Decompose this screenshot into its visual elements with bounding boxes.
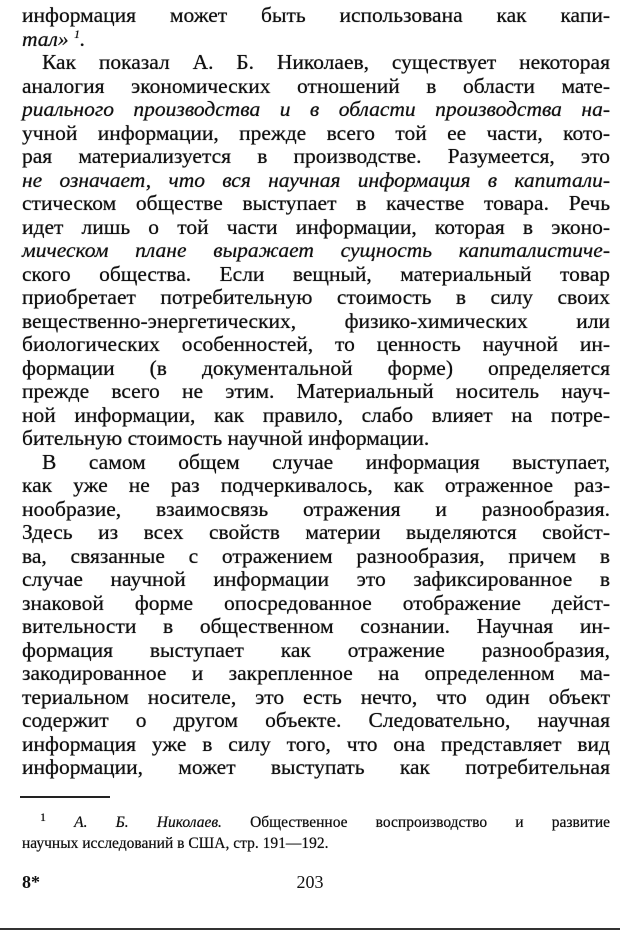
text-line — [22, 28, 610, 52]
text-line — [22, 263, 610, 287]
text-line — [22, 451, 610, 475]
text-line — [22, 98, 610, 122]
text-line — [22, 521, 610, 545]
footnote-line-2: научных исследований в США, стр. 191—192. — [22, 835, 329, 852]
text-line-content: ского общества. Если вещный, материальный товар — [22, 261, 610, 286]
text-line-content: не означает, что вся научная информация в капитали- — [22, 167, 610, 192]
text-line — [22, 380, 610, 404]
text-line-content: вещественно-энергетических, физико-химических или — [22, 308, 610, 333]
text-line — [22, 239, 610, 263]
text-line-content: тал» — [22, 26, 69, 51]
text-line-content: ва, связанные с отражением разнообразия, причем в — [22, 543, 610, 568]
text-line-content: Как показал А. Б. Николаев, существует некоторая — [42, 50, 610, 74]
text-line — [22, 498, 610, 522]
text-line — [22, 662, 610, 686]
text-line — [22, 404, 610, 428]
text-line — [22, 169, 610, 193]
text-line — [22, 4, 610, 28]
text-line-content: приобретает потребительную стоимость в силу своих — [22, 285, 610, 309]
text-line — [22, 145, 610, 169]
text-line-content: мическом плане выражает сущность капиталистиче- — [22, 238, 610, 262]
footnote — [22, 809, 611, 854]
text-line-content: стическом обществе выступает в качестве товара. Речь — [22, 191, 610, 215]
text-line — [22, 286, 610, 310]
footnote-divider — [20, 796, 110, 798]
text-line — [22, 192, 610, 216]
text-line-content: идет лишь о той части информации, которая в эконо- — [22, 214, 610, 239]
text-line — [22, 592, 610, 616]
text-line-content: В самом общем случае информация выступает, — [42, 449, 610, 474]
text-line — [22, 357, 610, 381]
footnote-author: А. Б. Николаев. — [74, 814, 222, 831]
text-line-content: Здесь из всех свойств материи выделяются свойст- — [22, 520, 610, 544]
text-line — [22, 709, 610, 733]
text-line — [22, 310, 610, 334]
footnote-reference: 1 — [74, 26, 81, 41]
text-line-content: риального производства и в области производства на- — [22, 97, 610, 121]
text-line — [22, 756, 610, 780]
text-line-content: как уже не раз подчеркивалось, как отраженное раз- — [22, 473, 610, 497]
text-line-content: формация выступает как отражение разнообразия, — [22, 637, 610, 662]
text-line — [22, 122, 610, 146]
text-line-content: териальном носителе, это есть нечто, что один объект — [22, 684, 610, 709]
text-line-content: учной информации, прежде всего той ее части, кото- — [22, 120, 610, 145]
text-line — [22, 51, 610, 75]
text-line-content: случае научной информации это зафиксированное в — [22, 567, 610, 591]
text-line-content: аналогия экономических отношений в области мате- — [22, 73, 610, 98]
printer-signature: 8* — [22, 872, 40, 892]
footnote-line-1 — [22, 809, 611, 833]
text-line-content: закодированное и закрепленное на определенном ма- — [22, 661, 610, 685]
page-bottom-edge — [0, 928, 620, 930]
text-line-content: информации, может выступать как потребительная — [22, 755, 610, 779]
text-line — [22, 333, 610, 357]
text-line — [22, 75, 610, 99]
text-line — [22, 427, 610, 451]
text-line-content: информация уже в силу того, что она представляет вид — [22, 731, 610, 756]
text-line-content: содержит о другом объекте. Следовательно, научная — [22, 708, 610, 732]
text-line — [22, 474, 610, 498]
page-number: 203 — [296, 872, 324, 892]
text-line-content: ной информации, как правило, слабо влияет на потре- — [22, 402, 610, 427]
text-line — [22, 733, 610, 757]
text-line-content: биологических особенностей, то ценность научной ин- — [22, 332, 610, 356]
text-line — [22, 639, 610, 663]
text-line — [22, 686, 610, 710]
text-line-content: прежде всего не этим. Материальный носитель науч- — [22, 379, 610, 403]
text-line — [22, 568, 610, 592]
text-line — [22, 615, 610, 639]
body-text — [22, 4, 610, 780]
text-line-content: бительную стоимость научной информации. — [22, 426, 430, 450]
footnote-title: Общественное воспроизводство и развитие — [250, 814, 611, 831]
text-line — [22, 216, 610, 240]
text-line-content: нообразие, взаимосвязь отражения и разнообразия. — [22, 496, 610, 521]
footnote-marker: 1 — [40, 809, 46, 824]
text-line-content: вительности в общественном сознании. Научная ин- — [22, 614, 610, 638]
text-line-content: формации (в документальной форме) определяется — [22, 355, 610, 380]
punctuation: . — [80, 26, 86, 51]
text-line-content: знаковой форме опосредованное отображение дейст- — [22, 590, 610, 615]
text-line — [22, 545, 610, 569]
text-line-content: рая материализуется в производстве. Разумеется, это — [22, 144, 610, 168]
text-line-content: информация может быть использована как капи- — [22, 3, 610, 27]
